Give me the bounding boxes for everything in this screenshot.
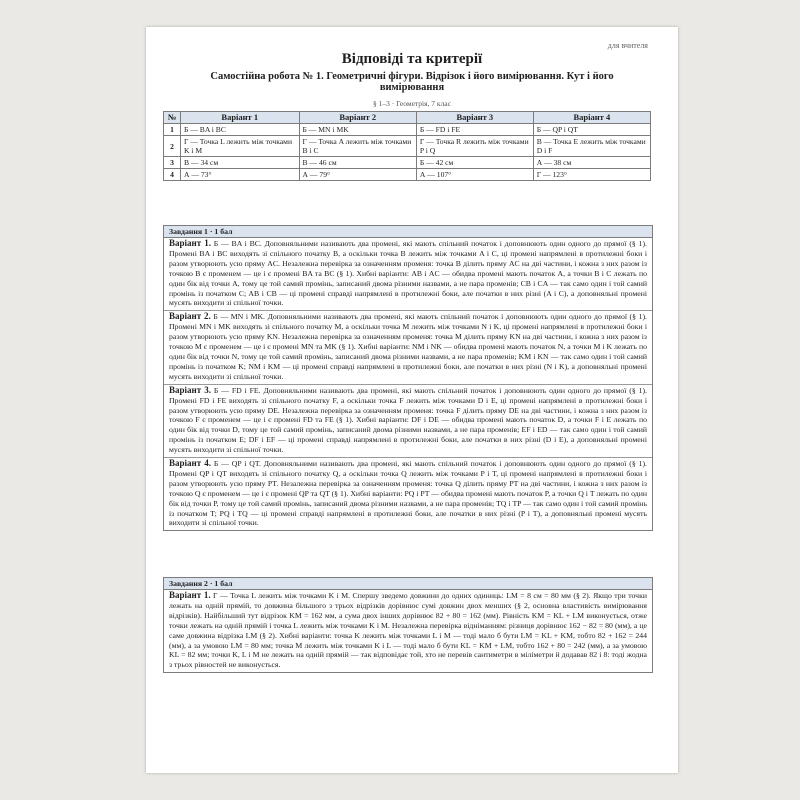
table-header-row xyxy=(164,112,651,124)
table-cell: Г — Точка L лежить між точками K і M xyxy=(181,136,300,157)
variant-label: Варіант 1. xyxy=(169,590,211,600)
variant-text: Г — Точка L лежить між точками K і M. Спершу зведемо довжини до одних одиниць: LM = 8 см = 80 мм (§ 2). Якщо три точки лежать на одній прямій, то довжина більшого з трьох відрізків дорівнює сумі довжин двох менших (§ 2, основна властивість вимірювання відрізків). Найбільший тут відрізок KM = 162 мм, а сума двох інших дорівнює 82 + 80 = 162 (мм). Рівність KM = KL + LM виконується, отже точки лежать на одній прямій і точка L лежить між точками K і M. Незалежна перевірка відніманням: різниця дорівнює 162 − 82 = 80 (мм), а це саме довжина відрізка LM (§ 2). Хибні варіанти: точка K лежить між точками L і M — тоді мало б бути LM = KL + KM, тобто 82 + 162 = 244 (мм), а за умовою LM = 80 мм; точка M лежить між точками K і L — тоді мало б бути KL = KM + LM, тобто 162 + 80 = 242 (мм), а за умовою KL = 82 мм; точки K, L і M не лежать на одній прямій — так відповідає той, хто не перевів сантиметри в міліметри й додавав 82 і 8: тоді жодна з трьох рівностей не виконується. xyxy=(169,591,647,670)
table-row xyxy=(164,157,651,169)
table-cell: В — 34 см xyxy=(181,157,300,169)
table-cell: Г — 123° xyxy=(533,169,650,181)
task1-header: Завдання 1 · 1 бал xyxy=(164,226,652,238)
table-header: Варіант 4 xyxy=(533,112,650,124)
variant-text: Б — QP і QT. Доповняльними називають два промені, які мають спільний початок і доповнюють один одного до прямої (§ 1). Промені QP і QT виходять зі спільного початку Q, а оскільки точка Q лежить між точками P і T, ці промені напрямлені в протилежні боки і разом утворюють усю пряму PT. Незалежна перевірка за означенням променя: точка Q ділить пряму PT на дві частини, і кожна з них разом із точкою Q є променем — це і є промені QP та QT (§ 1). Хибні варіанти: PQ і PT — обидва промені мають початок P, а точки Q і T лежать по один бік від точки P, тому це той самий промінь, записаний двома різними назвами, а не пара променів; TQ і TP — так само один і той самий промінь із початком T; PQ і TQ — ці промені справді напрямлені в протилежні боки, але початки в них різні (P і T), а доповняльні промені мусять виходити зі спільної точки. xyxy=(169,459,647,528)
table-row xyxy=(164,124,651,136)
task2-variant-1 xyxy=(164,590,652,672)
variant-label: Варіант 3. xyxy=(169,384,212,395)
table-header: № xyxy=(164,112,181,124)
table-header: Варіант 3 xyxy=(416,112,533,124)
document-page xyxy=(146,27,678,773)
table-cell: Г — Точка R лежить між точками P і Q xyxy=(416,136,533,157)
table-cell: А — 79° xyxy=(299,169,416,181)
answers-table xyxy=(163,111,651,181)
page-title: Відповіді та критерії xyxy=(341,51,483,67)
section-note: § 1–3 · Геометрія, 7 клас xyxy=(373,99,451,108)
variant-text: Б — FD і FE. Доповняльними називають два промені, які мають спільний початок і доповнюють один одного до прямої (§ 1). Промені FD і FE виходять зі спільного початку F, а оскільки точка F лежить між точками D і E, ці промені напрямлені в протилежні боки і разом утворюють усю пряму DE. Незалежна перевірка за означенням променя: точка F ділить пряму DE на дві частини, і кожна з них разом із точкою F є променем — це і є промені FD та FE (§ 1). Хибні варіанти: DF і DE — обидва промені мають початок D, а точки F і E лежать по один бік від точки D, тому це той самий промінь, записаний двома різними назвами, а не пара променів; EF і ED — так само один і той самий промінь із початком E; DF і EF — ці промені справді напрямлені в протилежні боки, але початки в них різні (D і E), а доповняльні промені мусять виходити зі спільної точки. xyxy=(169,385,647,455)
task1-variant-2 xyxy=(164,311,652,384)
task2-header: Завдання 2 · 1 бал xyxy=(164,578,652,590)
table-cell: Б — 42 см xyxy=(416,157,533,169)
variant-text: Б — BA і BC. Доповняльними називають два промені, які мають спільний початок і доповнюють один одного до прямої (§ 1). Промені BA і BC виходять зі спільного початку B, а оскільки точка B лежить між точками A і C, ці промені напрямлені в протилежні боки і разом утворюють усю пряму AC. Незалежна перевірка за означенням променя: точка B ділить пряму AC на дві частини, і кожна з них разом із точкою B є променем — це і є промені BA та BC (§ 1). Хибні варіанти: AB і AC — обидва промені мають початок A, а точки B і C лежать по один бік від точки A, тому це той самий промінь, записаний двома різними назвами, а не пара променів; CB і CA — так само один і той самий промінь із початком C; AB і CB — ці промені справді напрямлені в протилежні боки, але початки в них різні (A і C), а доповняльні промені мусять виходити зі спільної точки. xyxy=(169,239,647,308)
task1-variant-1 xyxy=(164,238,652,311)
table-header: Варіант 2 xyxy=(299,112,416,124)
table-cell: 2 xyxy=(164,136,181,157)
table-cell: Б — BA і BC xyxy=(181,124,300,136)
task2-block xyxy=(163,577,653,673)
table-row xyxy=(164,136,651,157)
table-header: Варіант 1 xyxy=(181,112,300,124)
table-cell: А — 73° xyxy=(181,169,300,181)
variant-label: Варіант 2. xyxy=(169,311,211,322)
page-subtitle: Самостійна робота № 1. Геометричні фігури. Відрізок і його вимірювання. Кут і його вимірювання xyxy=(210,71,614,93)
table-cell: В — 46 см xyxy=(299,157,416,169)
table-cell: А — 38 см xyxy=(533,157,650,169)
table-cell: 1 xyxy=(164,124,181,136)
task1-block xyxy=(163,225,653,531)
corner-note: для вчителя xyxy=(607,41,648,50)
table-cell: 3 xyxy=(164,157,181,169)
table-cell: Б — FD і FE xyxy=(416,124,533,136)
task1-variant-3 xyxy=(164,385,652,458)
table-cell: В — Точка E лежить між точками D і F xyxy=(533,136,650,157)
task1-variant-4 xyxy=(164,458,652,530)
table-row xyxy=(164,169,651,181)
variant-label: Варіант 1. xyxy=(169,238,211,248)
table-cell: Б — MN і MK xyxy=(299,124,416,136)
table-cell: Г — Точка A лежить між точками B і C xyxy=(299,136,416,157)
table-cell: Б — QP і QT xyxy=(533,124,650,136)
table-cell: 4 xyxy=(164,169,181,181)
variant-label: Варіант 4. xyxy=(169,458,212,469)
variant-text: Б — MN і MK. Доповняльними називають два промені, які мають спільний початок і доповнюють один одного до прямої (§ 1). Промені MN і MK виходять зі спільного початку M, а оскільки точка M лежить між точками N і K, ці промені напрямлені в протилежні боки і разом утворюють усю пряму KN. Незалежна перевірка за означенням променя: точка M ділить пряму KN на дві частини, і кожна з них разом із точкою M є променем — це і є промені MN та MK (§ 1). Хибні варіанти: NM і NK — обидва промені мають початок N, а точки M і K лежать по один бік від точки N, тому це той самий промінь, записаний двома різними назвами, а не пара променів; KM і KN — так само один і той самий промінь із початком K; NM і KM — ці промені справді напрямлені в протилежні боки, але початки в них різні (N і K), а доповняльні промені мусять виходити зі спільної точки. xyxy=(169,312,647,381)
table-cell: А — 107° xyxy=(416,169,533,181)
